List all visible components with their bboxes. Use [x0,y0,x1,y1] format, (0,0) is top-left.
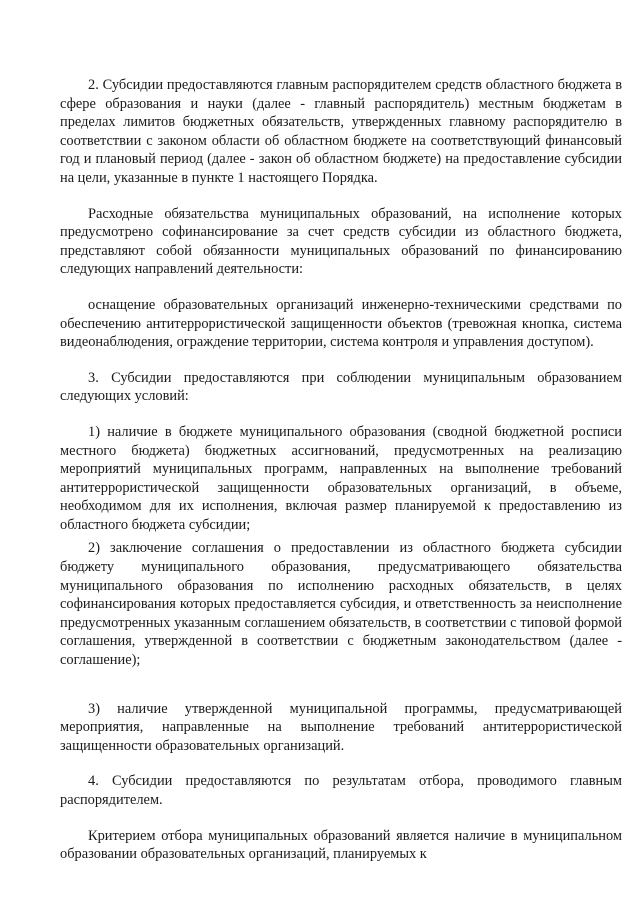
paragraph-condition-1: 1) наличие в бюджете муниципального образования (сводной бюджетной росписи местного бюджета) бюджетных ассигнований, предусмотренных на реализацию мероприятий муниципальных программ, направленных на выполнение требований антитеррористической защищенности образовательных организаций, в объеме, необходимом для их исполнения, включая размер планируемой к предоставлению из областного бюджета субсидии; [60,423,622,533]
document-page [60,76,622,864]
paragraph-equipment: оснащение образовательных организаций инженерно-техническими средствами по обеспечению антитеррористической защищенности объектов (тревожная кнопка, система видеонаблюдения, ограждение территории, система контроля и управления доступом). [60,296,622,351]
paragraph-condition-2: 2) заключение соглашения о предоставлении из областного бюджета субсидии бюджету муниципального образования, предусматривающего обязательства муниципального образования по исполнению расходных обязательств, в целях софинансирования которых предоставляется субсидия, и ответственность за неисполнение предусмотренных указанным соглашением обязательств, в соответствии с типовой формой соглашения, утвержденной в соответствии с бюджетным законодательством (далее - соглашение); [60,540,622,669]
paragraph-expenditure-obligations: Расходные обязательства муниципальных образований, на исполнение которых предусмотрено софинансирование за счет средств субсидии из областного бюджета, представляют собой обязанности муниципальных образований по финансированию следующих направлений деятельности: [60,205,622,278]
paragraph-4-selection: 4. Субсидии предоставляются по результатам отбора, проводимого главным распорядителем. [60,773,622,808]
paragraph-selection-criterion: Критерием отбора муниципальных образований является наличие в муниципальном образовании образовательных организаций, планируемых к [60,827,622,863]
paragraph-condition-3: 3) наличие утвержденной муниципальной программы, предусматривающей мероприятия, направленные на выполнение требований антитеррористической защищенности образовательных организаций. [60,700,622,754]
paragraph-2-subsidies-provider: 2. Субсидии предоставляются главным распорядителем средств областного бюджета в сфере образования и науки (далее - главный распорядитель) местным бюджетам в пределах лимитов бюджетных обязательств, утвержденных главному распорядителю в соответствии с законом области об областном бюджете на соответствующий финансовый год и плановый период (далее - закон об областном бюджете) на предоставление субсидии на цели, указанные в пункте 1 настоящего Порядка. [60,77,622,186]
paragraph-3-conditions: 3. Субсидии предоставляются при соблюдении муниципальным образованием следующих условий: [60,369,622,405]
